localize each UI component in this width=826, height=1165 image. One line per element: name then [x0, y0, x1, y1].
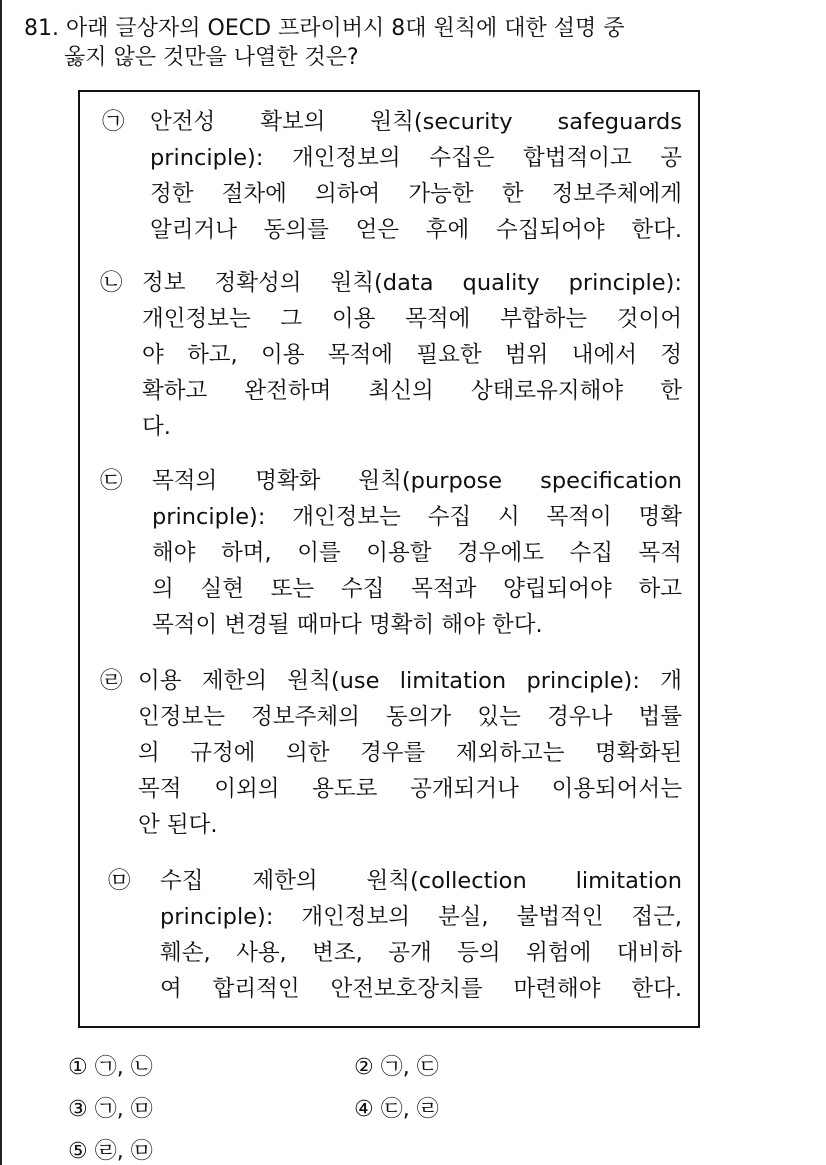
statement-item-3	[100, 463, 682, 643]
page-left-rule	[0, 0, 2, 1165]
statement-box	[78, 90, 700, 1028]
statement-marker-2: ㉡	[100, 270, 123, 296]
question-line-1	[24, 14, 804, 43]
statement-2-line-2: 개인정보는 그 이용 목적에 부합하는 것이어	[142, 306, 682, 332]
statement-3-line-4: 의 실현 또는 수집 목적과 양립되어야 하고	[152, 576, 682, 602]
question-text-line-1: 아래 글상자의 OECD 프라이버시 8대 원칙에 대한 설명 중	[66, 16, 625, 41]
statement-1-line-2: principle): 개인정보의 수집은 합법적이고 공	[150, 145, 682, 171]
statement-5-line-4: 여 합리적인 안전보호장치를 마련해야 한다.	[160, 976, 682, 1002]
choice-1-text: ㉠, ㉡	[94, 1055, 153, 1080]
statement-4-line-1: 이용 제한의 원칙(use limitation principle): 개	[138, 668, 682, 694]
statement-5-line-1: 수집 제한의 원칙(collection limitation	[160, 868, 682, 894]
choice-2-text: ㉠, ㉢	[380, 1055, 439, 1080]
choice-4-number: ④	[354, 1097, 374, 1122]
choice-2-number: ②	[354, 1055, 374, 1080]
statement-1-line-4: 알리거나 동의를 얻은 후에 수집되어야 한다.	[150, 217, 682, 243]
statement-4-line-4: 목적 이외의 용도로 공개되거나 이용되어서는	[138, 776, 682, 802]
statement-2-line-4: 확하고 완전하며 최신의 상태로유지해야 한	[142, 378, 682, 404]
statement-5-line-3: 훼손, 사용, 변조, 공개 등의 위험에 대비하	[160, 940, 682, 966]
statement-2-line-1: 정보 정확성의 원칙(data quality principle):	[142, 270, 682, 296]
question-number: 81.	[24, 16, 59, 41]
question-stem	[24, 14, 804, 72]
statement-3-line-5: 목적이 변경될 때마다 명확히 해야 한다.	[152, 612, 543, 638]
statement-2-line-3: 야 하고, 이용 목적에 필요한 범위 내에서 정	[142, 342, 682, 368]
statement-4-line-3: 의 규정에 의한 경우를 제외하고는 명확화된	[138, 740, 682, 766]
choice-2[interactable]	[354, 1050, 439, 1081]
choice-4[interactable]	[354, 1092, 439, 1123]
statement-item-2	[100, 265, 682, 445]
question-line-2	[24, 43, 804, 72]
choice-3[interactable]	[68, 1092, 153, 1123]
statement-4-line-5: 안 된다.	[138, 812, 218, 838]
choice-5-text: ㉣, ㉤	[94, 1139, 153, 1164]
choice-1[interactable]	[68, 1050, 153, 1081]
statement-item-5	[100, 863, 682, 1007]
statement-marker-5: ㉤	[108, 868, 131, 894]
statement-item-4	[100, 663, 682, 843]
statement-3-line-2: principle): 개인정보는 수집 시 목적이 명확	[152, 504, 682, 530]
statement-marker-3: ㉢	[100, 468, 123, 494]
choice-3-text: ㉠, ㉤	[94, 1097, 153, 1122]
choice-5-number: ⑤	[68, 1139, 88, 1164]
statement-marker-1: ㉠	[102, 109, 125, 135]
statement-4-line-2: 인정보는 정보주체의 동의가 있는 경우나 법률	[138, 704, 682, 730]
question-text-line-2: 옳지 않은 것만을 나열한 것은?	[64, 45, 359, 70]
statement-3-line-3: 해야 하며, 이를 이용할 경우에도 수집 목적	[152, 540, 682, 566]
statement-2-line-5: 다.	[142, 414, 171, 440]
choice-3-number: ③	[68, 1097, 88, 1122]
statement-item-1	[100, 104, 682, 248]
statement-marker-4: ㉣	[100, 668, 123, 694]
choice-4-text: ㉢, ㉣	[380, 1097, 439, 1122]
statement-1-line-3: 정한 절차에 의하여 가능한 한 정보주체에게	[150, 181, 682, 207]
statement-1-line-1: 안전성 확보의 원칙(security safeguards	[150, 109, 682, 135]
choice-5[interactable]	[68, 1134, 153, 1165]
statement-5-line-2: principle): 개인정보의 분실, 불법적인 접근,	[160, 904, 682, 930]
choice-1-number: ①	[68, 1055, 88, 1080]
statement-3-line-1: 목적의 명확화 원칙(purpose specification	[152, 468, 682, 494]
